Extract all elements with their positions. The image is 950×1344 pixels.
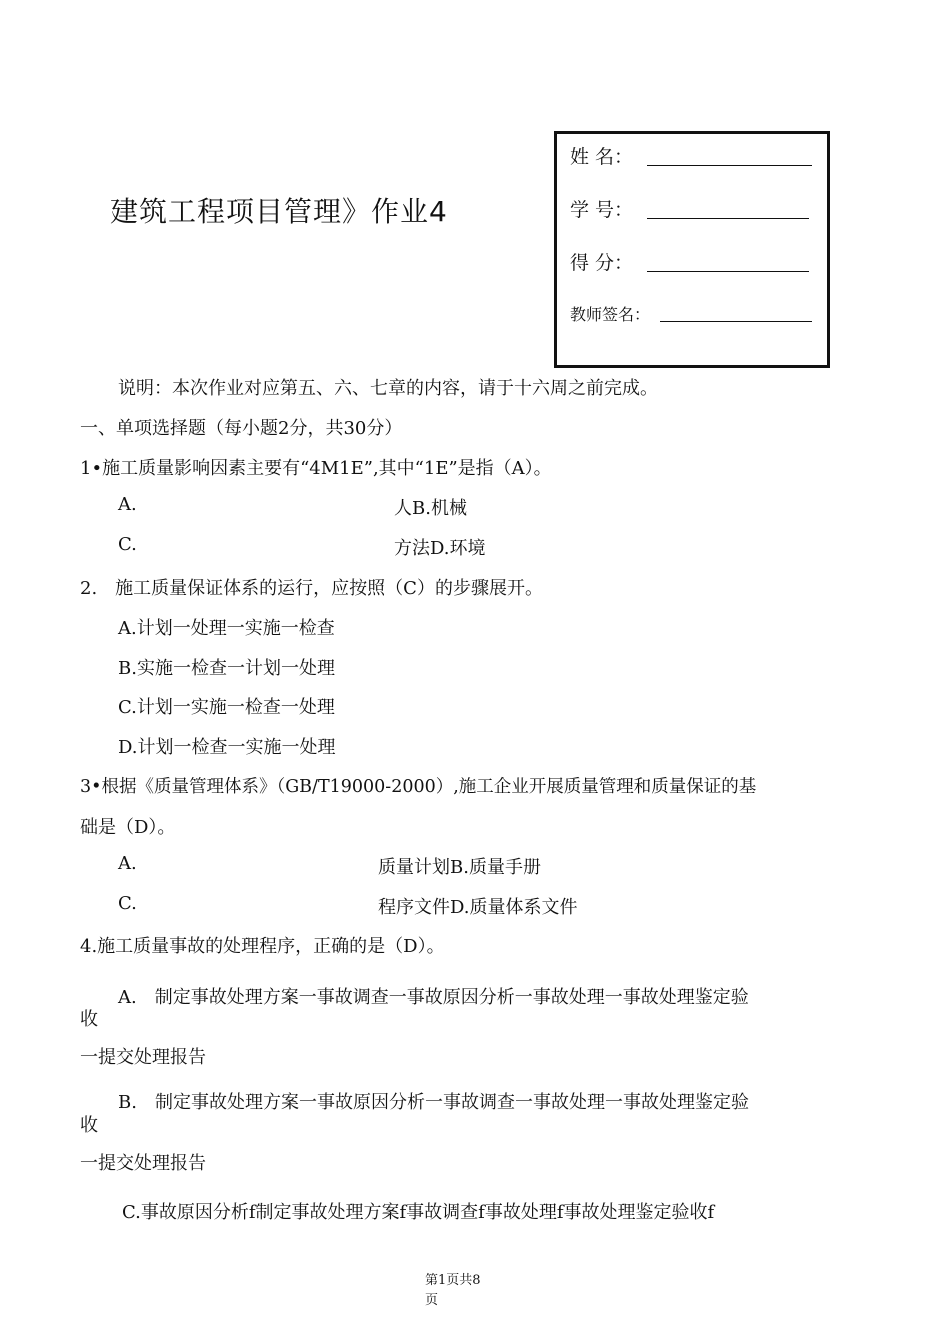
question-4-option-b-line3: 一提交处理报告 — [80, 1153, 206, 1174]
question-1-option-c-letter: C. — [118, 534, 137, 555]
name-blank-line — [647, 165, 812, 166]
score-label: 得 分： — [570, 252, 634, 274]
teacher-sign-blank-line — [660, 321, 812, 322]
section-heading: 一、单项选择题（每小题2分，共30分） — [80, 418, 403, 439]
name-row — [570, 142, 633, 169]
student-id-label: 学 号： — [570, 199, 634, 221]
score-blank-line — [647, 271, 809, 272]
question-2-option-b: B.实施一检查一计划一处理 — [118, 658, 335, 679]
question-3-option-a-letter: A. — [118, 853, 137, 874]
student-info-box — [554, 131, 830, 368]
question-1-option-a-letter: A. — [118, 494, 137, 515]
question-2-option-d: D.计划一检查一实施一处理 — [118, 737, 336, 758]
question-1-stem: 1•施工质量影响因素主要有“4M1E”,其中“1E”是指（A）。 — [80, 458, 552, 479]
question-4-option-a-line3: 一提交处理报告 — [80, 1047, 206, 1068]
name-label: 姓 名： — [570, 146, 634, 168]
student-id-blank-line — [647, 218, 809, 219]
page-footer — [425, 1271, 481, 1311]
question-4-option-b-line1: B. 制定事故处理方案一事故原因分析一事故调查一事故处理一事故处理鉴定验 — [118, 1092, 749, 1113]
question-4-option-a-line1: A. 制定事故处理方案一事故调查一事故原因分析一事故处理一事故处理鉴定验 — [118, 987, 749, 1008]
page-number-line2: 页 — [425, 1293, 439, 1308]
question-3-option-cd: 程序文件D.质量体系文件 — [378, 897, 578, 918]
question-3-option-ab: 质量计划B.质量手册 — [378, 857, 541, 878]
question-4-option-b-line2: 收 — [80, 1115, 98, 1136]
teacher-sign-row — [570, 302, 650, 325]
question-3-stem-line1: 3•根据《质量管理体系》（GB/T19000-2000）,施工企业开展质量管理和质量保证的基 — [80, 777, 757, 797]
question-1-option-ab: 人B.机械 — [394, 498, 467, 519]
question-3-option-c-letter: C. — [118, 893, 137, 914]
teacher-sign-label: 教师签名： — [570, 305, 651, 324]
question-4-option-a-line2: 收 — [80, 1009, 98, 1030]
question-4-option-c-line1: C.事故原因分析f制定事故处理方案f事故调查f事故处理f事故处理鉴定验收f — [122, 1202, 715, 1223]
instructions: 说明：本次作业对应第五、六、七章的内容，请于十六周之前完成。 — [118, 378, 658, 399]
question-3-stem-line2: 础是（D）。 — [80, 817, 176, 838]
question-2-stem: 2. 施工质量保证体系的运行，应按照（C）的步骤展开。 — [80, 578, 543, 599]
page-title: 建筑工程项目管理》作业4 — [110, 195, 448, 228]
question-2-option-c: C.计划一实施一检查一处理 — [118, 697, 335, 718]
question-4-stem: 4.施工质量事故的处理程序，正确的是（D）。 — [80, 936, 445, 957]
question-2-option-a: A.计划一处理一实施一检查 — [118, 618, 335, 639]
score-row — [570, 248, 633, 275]
question-1-option-cd: 方法D.环境 — [394, 538, 486, 559]
page-number-line1: 第1页共8 — [425, 1273, 481, 1288]
student-id-row — [570, 195, 633, 222]
